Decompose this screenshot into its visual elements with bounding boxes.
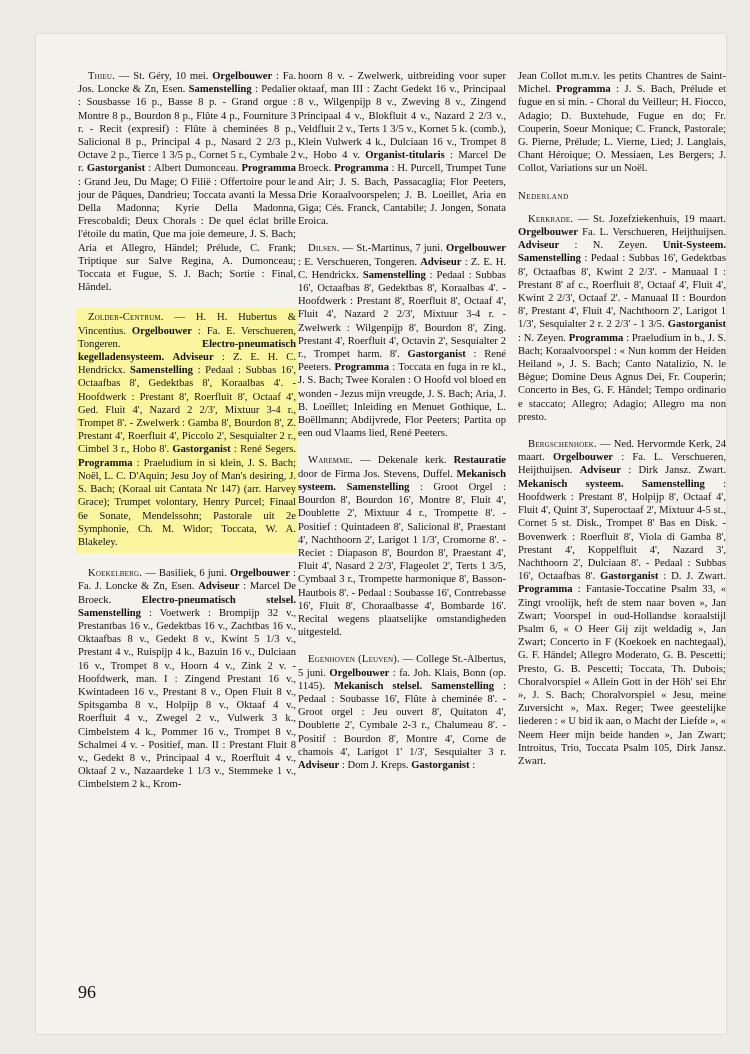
entry-text: — St. Jozefziekenhuis, 19 maart. [573,213,726,225]
entry-text: : Pedaal : Subbas 16', Octaafbas 8', Gedektbas 8', Koraalbas 4'. - Hoofdwerk : Prestant 8', Roerfluit 8', Octaaf 4', Fluit 4', Nazard 2 2/3', Mixtuur 3-4 r. - Zwelwerk : Wilgenpijp 8', Bourdon 8', Zing. Prestant 4', Roerfluit 4', Octavin 2', Sesquialter 2 r., Trompet harm. 8'. [298,269,506,361]
bold-term: Programma [556,84,611,96]
bold-term: Orgelbouwer [329,667,390,679]
place-name: Kerkrade. [528,213,574,225]
entry-text: : Hoofdwerk : Prestant 8', Holpijp 8', Octaaf 4', Fluit 4', Quint 3', Superoctaaf 2', Mixtuur 4-5 st., Cornet 5 st. Disk., Trompet 8' Bas en Disk. - Bovenwerk : Roerfluit 8', Viola di Gamba 8', Prestant 4', Koppelfluit 4', Nazard 3', Nachthoorn 2', Dulciaan 8'. - Pedaal : Subbas 16', Octaafbas 8'. [518,478,727,583]
concert-entry [518,213,726,424]
bold-term: Unit-Systeem. [662,240,726,252]
entry-text: : Marcel De Broeck. [298,150,506,175]
entry-text: : Fa. L. Verschueren, Heijthuijsen. [518,452,726,477]
concert-entry [298,454,506,639]
entry-text: : Pedaal : Subbas 16', Octaafbas 8', Gedektbas 8', Koraalbas 4'. - Hoofdwerk : Prestant 8', Roerfluit 8', Octaaf 4', Ged. Fluit 4', Nazard 2 2/3', Mixtuur 3-4 r., Trompet 8'. - Zwelwerk : Gamba 8', Bourdon 8', Z. Prestant 4', Roerfluit 4', Piccolo 2', Sesquialter 2 r., Cimbel 3 r., Hobo 8'. [78,365,297,456]
entry-text: : Fantasie-Toccatine Psalm 33, « Zingt vroolijk, heft de stem naar boven », Jan Zwart; Voorspel in oud-Hollandse koraalstijl Psalm 6, « O Heer Gij zijt weldadig », Jan Zwart; Concerto in F (Koekoek en nachtegaal), G. F. Händel; Allegro Moderato, G. B. Pescetti; Presto, G. B. Pescetti; Toccata, Th. Dubois; Choralvorspiel « Allein Gott in der Höh' sei Ehr », J. S. Bach; Choralvorspiel « Jesu, meine Zuversicht », Max. Reger; Twee geestelijke liederen : « U bid ik aan, o Macht der Liefde », « Neem Heer mijn beide handen », Jan Zwart; Introitus, Trio, Toccata Psalm 105, Dirk Jansz. Zwart. [518,584,726,767]
bold-term: Samenstelling [188,84,252,96]
entry-text: : Dom J. Kreps. [339,759,412,771]
bold-term: Gastorganist [411,759,470,771]
bold-term: Orgelbouwer [518,227,579,239]
bold-term: Electro-pneumatisch stelsel. [141,594,296,606]
entry-text [624,479,642,490]
entry-text: : N. Zeyen. [559,240,663,252]
entry-text: : [469,759,476,771]
concert-entry [298,653,506,772]
entry-text: hoorn 8 v. - Zwelwerk, uitbreiding voor super oktaaf, man III : Zacht Gedekt 16 v., Principaal 8 v., Wilgenpijp 8 v., Zweving 8 v., Zingend Principaal 4 v., Blokfluit 4 v., Nazard 2 2/3 v., Veldfluit 2 v., Terts 1 3/5 v., Kornet 5 k. (comb.), Klein Vulwerk 4 k., Dulciaan 16 v., Trompet 8 v., Hobo 4 v. [298,71,506,162]
bold-term: Programma [568,332,624,344]
entry-text: : Groot Orgel : Bourdon 8', Bourdon 16', Montre 8', Fluit 4', Doublette 2', Mixtuur 4 r., Trompette 8'. - Positief : Quintadeen 8', Salicional 8', Praestant 4', Nachthoorn 2', Larigot 1 1/3', Cromorne 8'. - Reciet : Diapason 8', Bourdon 8', Praestant 4', Fluit 4', Nasard 2 2/3', Flageolet 2', Terts 1 3/5, Cymbaal 3 r., Trompette harmonique 8', Basson-Hautbois 8'. - Pedaal : Soubasse 16', Contrebasse 16', Fluit 8', Choraalbasse 4', Bombarde 16'. Recital wegens plaatselijke omstandigheden uitgesteld. [298,481,507,639]
bold-term: Mekanisch stelsel. [333,680,423,692]
entry-text: : Albert Dumonceau. [145,163,242,175]
entry-text: : J. S. Bach, Prélude et fugue en si min. - Choral du Veilleur; H. Fiocco, Adagio; D. Buxtehude, Fugue en do; Fr. Couperin, Soeur Monique; C. Franck, Pastorale; G. Pierne, Prélude; L. Vierne, Lied; J. Langlais, Chant Héroique; O. Messiaen, Les Bergers; J. Collot, Variations sur un Noël. [518,84,726,175]
entry-text: : Dirk Jansz. Zwart. [620,465,726,477]
entry-text: : Pedalier : Sousbasse 16 p., Basse 8 p. - Grand orgue : Montre 8 p., Bourdon 8 p., Flûte 4 p., Fourniture 3 r. - Recit (expresif) : Flûte à cheminées 8 p., Salicional 8 p., Principal 4 p., Nasard 2 2/3 p., Octave 2 p., Tierce 1 3/5 p., Cornet 5 r., Cymbale 2 r. [78,84,296,175]
bold-term: Orgelbouwer [212,71,273,82]
concert-entry [518,70,726,176]
entry-text: — Basiliek, 6 juni. [142,568,230,580]
place-name: Koekelberg. [88,568,143,580]
concert-entry [298,242,506,440]
bold-term: Gastorganist [600,571,659,583]
entry-text: : Praeludium in b., J. S. Bach; Koraalvoorspel : « Nun komm der Heiden Heiland », J. S. Bach; Canto Natalizio, N. le Bègue; Domine Deus Agnus Dei, Fr. Couperin; Concerto in Bes, G. F. Händel; Tempo ordinario e staccato; Allegro; Adagio; Allegro ma non presto. [518,332,726,423]
entry-text: Nederland [518,190,569,202]
bold-term: Programma [78,457,133,469]
place-name: Zolder-Centrum. [88,312,164,324]
place-name: Bergschenhoek. [528,439,597,451]
bold-term: Adviseur [198,581,240,593]
entry-text: : Pedaal : Subbas 16', Gedektbas 8', Octaafbas 8', Kwint 2 2/3'. - Manuaal I : Prestant 8' af c., Roerfluit 8', Octaaf 4', Fluit 4', Kwint 2 2/3', Octaaf 2'. - Manuaal II : Bourdon 8', Prestant 4', Fluit 4', Nachthoorn 2', Larigot 1 1/3', Sesquialter 2 r. 2 2/3' - 1 3/5. [518,253,726,331]
entry-text: : Pedaal : Soubasse 16', Flûte à cheminée 8'. - Groot orgel : Jeu ouvert 8', Quitaton 4', Doublette 2', Cymbale 2-3 r., Chalumeau 8'. - Positif : Bourdon 8', Montre 4', Corne de chamois 4', Larigot 1' 1/3', Sesquialter 3 r. [298,680,506,758]
bold-term: Programma [334,163,389,175]
entry-text: : fa. Joh. Klais, Bonn (op. 1145). [298,667,506,692]
entry-text: door de Firma Jos. Stevens, Duffel. [298,468,457,480]
text-column-1 [78,70,296,806]
bold-term: Programma [518,584,573,596]
bold-term: Orgelbouwer [131,325,192,337]
entry-text: : N. Zeyen. [518,332,569,344]
place-name: Dilsen. [308,243,340,255]
place-name: Thieu. [88,71,116,82]
entry-text: : Marcel De Broeck. [78,581,296,606]
entry-text: — St. Géry, 10 mei. [115,71,213,82]
bold-term: Adviseur [579,465,621,477]
bold-term: Restauratie [453,455,506,467]
entry-text [336,482,347,493]
entry-text: — Dekenale kerk. [352,455,454,467]
page-number: 96 [78,982,96,1002]
concert-entry [298,70,506,228]
country-heading [518,190,726,203]
entry-text: : Praeludium in si klein, J. S. Bach; Noël, L. C. D'Aquin; Jesu Joy of Man's desiring, J. S. Bach; (Koraal uit Cantata Nr 147) (arr. Harvey Grace); Trumpet volontary, Henry Purcel; Finaal 6e Sonate, Mendelssohn; Pastorale uit 2e Symphonie, Ch. M. Widor; Toccata, W. A. Blakeley. [78,457,296,548]
entry-text: Fa. L. Verschueren, Heijthuijsen. [578,227,726,239]
bold-term: Adviseur [172,352,214,364]
concert-entry [78,567,296,791]
bold-term: Gastorganist [86,163,146,175]
text-column-2 [298,70,506,786]
concert-entry [78,70,296,294]
entry-text: : Fa. J. Loncke & Zn, Esen. [78,568,296,593]
bold-term: Gastorganist [407,349,466,361]
bold-term: Samenstelling [130,365,193,377]
highlighted-entry [76,308,298,553]
bold-term: Samenstelling [346,481,410,493]
entry-text: : Z. E. H. C. Hendrickx. [298,256,506,281]
concert-entry [518,438,726,768]
bold-term: Samenstelling [362,269,426,281]
entry-text: : D. J. Zwart. [658,571,726,583]
bold-term: Samenstelling [78,607,141,619]
entry-text: : Z. E. H. C. Hendrickx. [78,352,296,377]
entry-text: : Fa. E. Verschueren, Tongeren. [78,325,296,350]
bold-term: Samenstelling [641,478,705,490]
bold-term: Samenstelling [431,680,495,692]
bold-term: Electro-pneumatisch kegelladensysteem. [78,338,296,364]
entry-text: : René Peeters. [298,349,506,374]
bold-term: Adviseur [420,256,462,268]
text-column-3 [518,70,726,782]
bold-term: Adviseur [298,759,340,771]
place-name: Waremme. [308,455,353,467]
entry-text: : Toccata en fuga in re kl., J. S. Bach; Twee Koralen : O Hoofd vol bloed en wonden - Jezus mijn vreugde, J. S. Bach; Aria, J. B. Loeïllet; Inleiding en Menuet Gothique, L. Boëllmann; Abdijvrede, Flor Peeters; Partita op een oud Vlaams lied, René Peeters. [298,362,507,440]
entry-text: — Ned. Hervormde Kerk, 24 maart. [518,439,726,464]
bold-term: Mekanisch systeem. [518,478,624,490]
bold-term: Samenstelling [518,253,581,265]
bold-term: Orgelbouwer [552,452,614,464]
bold-term: Mekanisch systeem. [298,468,506,493]
entry-text: Jean Collot m.m.v. les petits Chantres de Saint-Michel. [518,71,726,96]
bold-term: Programma [334,362,390,374]
entry-text [422,681,431,692]
entry-text: : E. Verschueren, Tongeren. [298,256,421,268]
entry-text: — H. H. Hubertus & Vincentius. [78,312,296,337]
entry-text: : H. Purcell, Trumpet Tune and Air; J. S. Bach, Passacaglia; Flor Peeters, Drie Koraalvoorspelen; J. B. Loeillet, Aria en Giga; Cés. Franck, Cantabile; J. Jongen, Sonata Eroica. [298,163,506,228]
place-name: Egenhoven (Leuven). [308,654,400,666]
document-page [36,34,726,1034]
bold-term: Programma [241,163,296,175]
entry-text: : Voetwerk : Brompijp 32 v., Prestantbas 16 v., Gedektbas 16 v., Zachtbas 16 v., Oktaafbas 8 v., Gedekt 8 v., Kwint 5 1/3 v., Prestant 4 v., Ruispijp 4 k., Bazuin 16 v., Dulciaan 16 v., Trompet 8 v., Hoorn 4 v., Zink 2 v. - Hoofdwerk, man. I : Zingend Prestant 16 v., Kwintadeen 16 v., Prestant 8 v., Open Fluit 8 v., Spitsgamba 8 v., Holpijp 8 v., Oktaaf 4 v., Roerfluit 4 v., Zwegel 2 v., Vulwerk 3 k., Cimbelstem 4 k., Pommer 16 v., Trompet 8 v., Schalmei 4 v. - Positief, man. II : Prestant Fluit 8 v., Gedekt 8 v., Principaal 4 v., Roerfluit 4 v., Oktaaf 2 v., Nazaardeke 1 1/3 v., Stemmeke 1 v., Cimbelstem 2 k., Krom- [78,607,296,791]
bold-term: Organist-titularis [365,150,445,162]
entry-text: : Fa. Jos. Loncke & Zn, Esen. [78,71,297,96]
bold-term: Orgelbouwer [229,568,290,580]
bold-term: Gastorganist [667,319,726,331]
entry-text: — College St.-Albertus, 5 juni. [298,654,506,679]
bold-term: Adviseur [518,240,560,252]
bold-term: Gastorganist [172,444,231,456]
entry-text: — St.-Martinus, 7 juni. [339,243,446,255]
entry-text: : Grand Jeu, Du Mage; O Filië : Offertoire pour le jour de Pâques, Dandrieu; Toccata avanti la Messa Della Madonna; Kyrie Della Madonna, Frescobaldi; Deux Chorals : De quel éclat brille l'étoile du matin, Que ma joie demeure, J. S. Bach; Aria et Allegro, Händel; Prélude, C. Frank; Triptique sur Salve Regina, A. Dumonceau; Toccata et Fugue, S. J. Bach; Sortie : Final, Händel. [78,176,296,294]
entry-text: : René Segers. [230,444,296,456]
bold-term: Orgelbouwer [445,243,506,255]
